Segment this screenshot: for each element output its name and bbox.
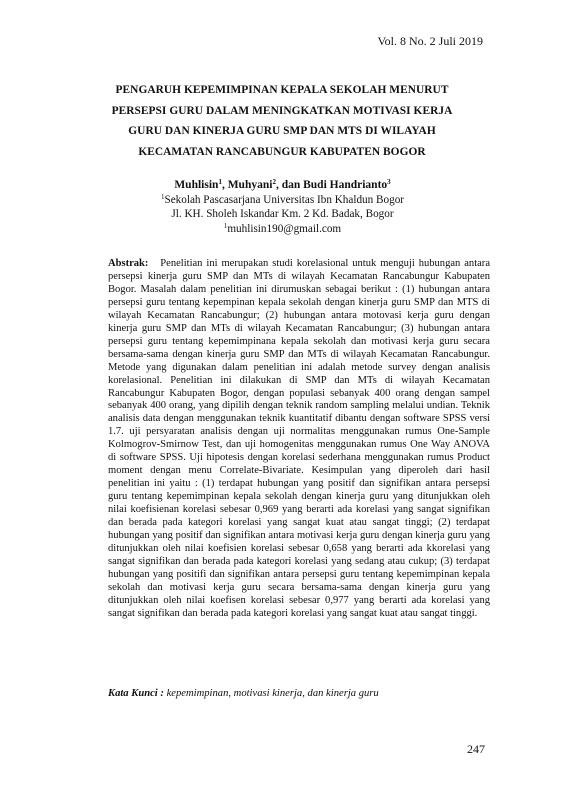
title-line: PERSEPSI GURU DALAM MENINGKATKAN MOTIVASI KERJA: [111, 104, 453, 117]
keywords: [108, 688, 490, 699]
journal-volume: Vol. 8 No. 2 Juli 2019: [377, 34, 483, 48]
affiliation: [110, 193, 455, 208]
author-separator: , dan: [275, 179, 304, 191]
author-names: [110, 178, 455, 193]
affiliation-superscript: 1: [160, 192, 165, 201]
paper-title: [92, 80, 472, 162]
page-number: 247: [467, 742, 485, 756]
email: [110, 222, 455, 237]
keywords-text: kepemimpinan, motivasi kinerja, dan kinerja guru: [166, 688, 379, 699]
author-name: Muhlisin: [174, 179, 219, 191]
affiliation-text: Sekolah Pascasarjana Universitas Ibn Khaldun Bogor: [164, 193, 405, 206]
author-name: Budi Handrianto: [303, 179, 388, 191]
title-line: GURU DAN KINERJA GURU SMP DAN MTS DI WILAYAH: [128, 125, 436, 137]
author-superscript: 1: [218, 178, 222, 186]
abstract: [108, 258, 490, 621]
title-line: KECAMATAN RANCABUNGUR KABUPATEN BOGOR: [138, 145, 426, 158]
author-superscript: 2: [272, 178, 276, 186]
author-block: [110, 178, 455, 236]
abstract-label: Abstrak:: [108, 258, 149, 269]
author-separator: ,: [221, 179, 228, 191]
title-line: PENGARUH KEPEMIMPINAN KEPALA SEKOLAH MENURUT: [115, 84, 449, 96]
keywords-label: Kata Kunci :: [108, 688, 164, 699]
abstract-text: Penelitian ini merupakan studi korelasional untuk menguji hubungan antara persepsi kinerja guru SMP dan MTs di wilayah Kecamatan Rancabungur Kabupaten Bogor. Masalah dalam penelitian ini dirumuskan sebagai berikut : (1) hubungan antara persepsi guru tentang kepempinan kepala sekolah dengan kinerja guru SMP dan MTS di wilayah Kecamatan Rancabungur; (2) hubungan antara motovasi kerja guru dengan kinerja guru SMP dan MTs di wilayah Kecamatan Rancabungur; (3) hubungan antara persepsi guru tentang kepemimpinana kepala sekolah dan motivasi kerja guru secara bersama-sama dengan kinerja guru SMP dan MTs di wilayah Kecamatan Rancabungur. Metode yang digunakan dalam penelitian ini adalah metode survey dengan analisis korelasional. Penelitian ini dilakukan di SMP dan MTs di wilayah Kecamatan Rancabungur Kabupaten Bogor, dengan populasi sebanyak 400 orang dengan sampel sebanyak 400 orang, yang dipilih dengan teknik random sampling melalui undian. Teknik analisis data dengan menggunakan teknik kuantitatif dibantu dengan software SPSS versi 1.7. uji persyaratan analisis dengan uji normalitas menggunakan rumus One-Sample Kolmogrov-Smirnow Test, dan uji homogenitas menggunakan rumus One Way ANOVA di software SPSS. Uji hipotesis dengan korelasi sederhana menggunakan rumus Product moment dengan menu Correlate-Bivariate. Kesimpulan yang diperoleh dari hasil penelitian ini yaitu : (1) terdapat hubungan yang positif dan signifikan antara persepsi guru tentang kepemimpinan kepala sekolah dengan kinerja guru yang ditunjukkan oleh nilai koefisienan korelasi sebesar 0,969 yang berarti ada korelasi yang sangat signifikan dan berada pada kategori korelasi yang sangat kuat atau sangat tinggi; (2) terdapat hubungan yang positif dan signifikan antara motivasi kerja guru dengan kinerja guru yang ditunjukkan oleh nilai koefisien korelasi sebesar 0,658 yang berarti ada kkorelasi yang sangat signifikan dan berada pada kategori korelasi yang sedang atau cukup; (3) terdapat hubungan yang positifi dan signifikan antara persepsi guru tentang kepemimpinan kepala sekolah dan motivasi kerja guru secara bersama-sama dengan kinerja guru yang ditunjukkan oleh nilai koefisen korelasi sebesar 0,977 yang berarti ada korelasi yang sangat signifikan dan berada pada kategori korelasi yang sangat kuat atau sangat tinggi.: [108, 258, 490, 619]
author-name: Muhyani: [227, 179, 273, 191]
email-superscript: 1: [223, 221, 228, 230]
email-link[interactable]: muhlisin190@gmail.com: [227, 222, 342, 235]
address: Jl. KH. Sholeh Iskandar Km. 2 Kd. Badak, Bogor: [171, 208, 394, 220]
author-superscript: 3: [387, 178, 391, 186]
